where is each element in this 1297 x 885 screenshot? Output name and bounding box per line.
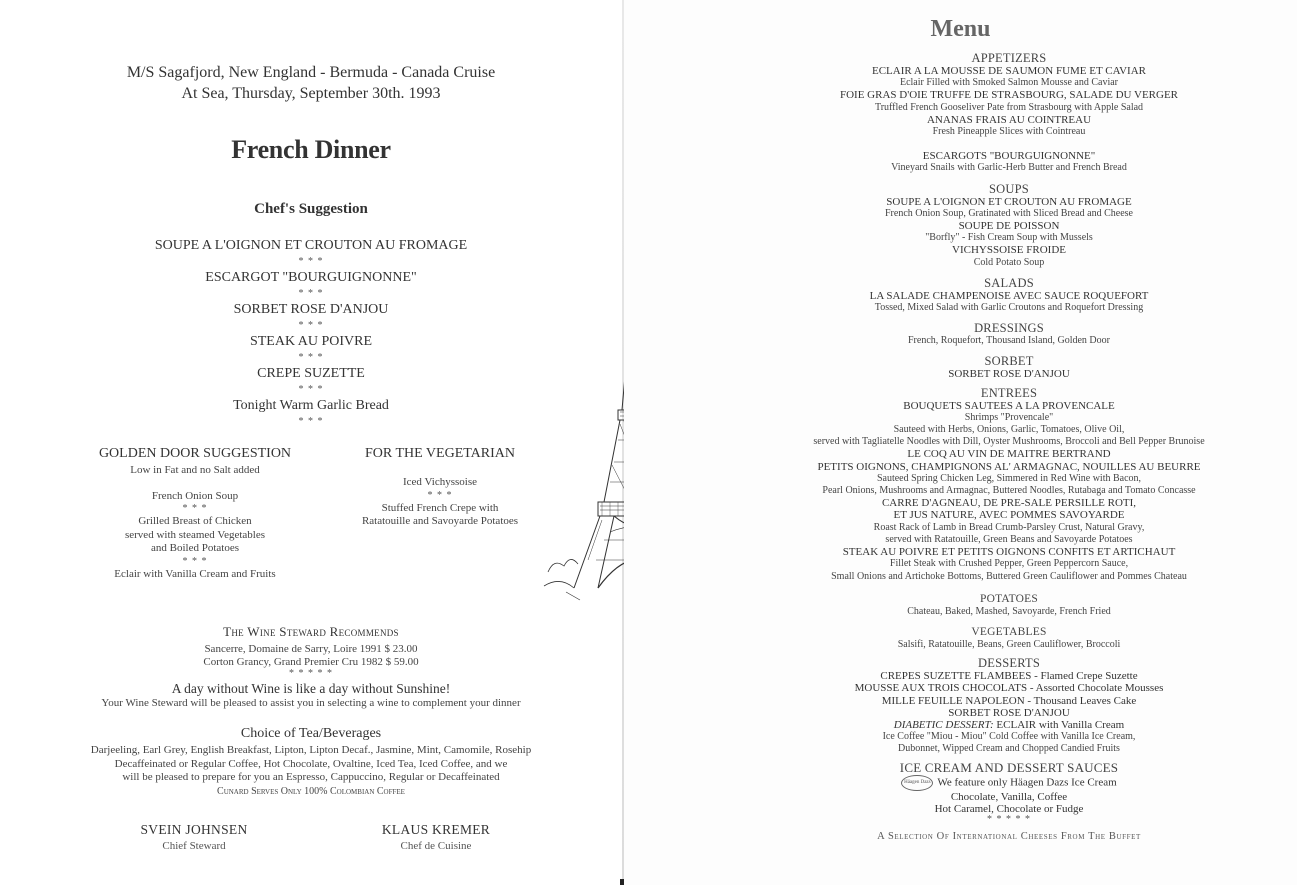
section-heading: ENTREES: [980, 385, 1038, 400]
menu-list: [754, 51, 1264, 842]
menu-item-description: served with Tagliatelle Noodles with Dill, Oyster Mushrooms, Broccoli and Bell Pepper Brunoise: [813, 436, 1205, 448]
menu-item-description: Sauteed with Herbs, Onions, Garlic, Tomatoes, Olive Oil,: [893, 424, 1125, 436]
tea-beverages: [0, 726, 622, 798]
voyage-line-2: At Sea, Thursday, September 30th. 1993: [181, 85, 441, 102]
section-heading: APPETIZERS: [971, 51, 1047, 65]
course-item: SORBET ROSE D'ANJOU: [233, 302, 389, 317]
menu-item-description: Salsifi, Ratatouille, Beans, Green Cauliflower, Broccoli: [897, 638, 1121, 650]
section-heading: DRESSINGS: [974, 321, 1044, 336]
vegetarian-item: Stuffed French Crepe with: [381, 501, 499, 514]
wine-heading: The Wine Steward Recommends: [223, 624, 399, 639]
menu-item: ESCARGOTS "BOURGUIGNONNE": [922, 150, 1096, 163]
menu-item-description: French Onion Soup, Gratinated with Sliced Bread and Cheese: [885, 207, 1133, 219]
wine-line: Corton Grancy, Grand Premier Cru 1982 $ 59.00: [203, 656, 419, 668]
separator-stars: * * * * *: [289, 668, 333, 679]
vegetarian-heading: FOR THE VEGETARIAN: [364, 446, 516, 461]
separator-stars: * * *: [182, 503, 208, 514]
section-heading: SOUPS: [989, 181, 1029, 196]
menu-item-description: Chateau, Baked, Mashed, Savoyarde, French Fried: [907, 605, 1111, 617]
course-item: CREPE SUZETTE: [257, 366, 365, 381]
golden-door-subtitle: Low in Fat and no Salt added: [130, 464, 260, 476]
menu-item-description: Eclair Filled with Smoked Salmon Mousse and Caviar: [899, 77, 1119, 89]
separator-stars: * * *: [298, 384, 324, 395]
menu-item: VICHYSSOISE FROIDE: [952, 244, 1066, 257]
cheese-note: A Selection Of International Cheeses From The Buffet: [877, 830, 1141, 842]
tea-line: Decaffeinated or Regular Coffee, Hot Chocolate, Ovaltine, Iced Tea, Iced Coffee, and we: [114, 757, 508, 770]
separator-stars: * * *: [182, 555, 208, 567]
menu-item: LA SALADE CHAMPENOISE AVEC SAUCE ROQUEFORT: [869, 289, 1149, 302]
coffee-note: Cunard Serves Only 100% Colombian Coffee: [217, 785, 405, 797]
golden-door-item: Grilled Breast of Chicken: [138, 515, 252, 527]
golden-door-item: French Onion Soup: [151, 489, 239, 502]
menu-item-description: served with Ratatouille, Green Beans and Savoyarde Potatoes: [885, 533, 1133, 545]
menu-item-description: Roast Rack of Lamb in Bread Crumb-Parsley Crust, Natural Gravy,: [873, 521, 1145, 533]
menu-item-description: Fresh Pineapple Slices with Cointreau: [932, 126, 1086, 138]
menu-item-description: Small Onions and Artichoke Bottoms, Buttered Green Cauliflower and Pommes Chateau: [831, 570, 1187, 582]
golden-door-item-detail: served with steamed Vegetables: [124, 528, 265, 541]
golden-door-suggestion: [92, 445, 298, 581]
menu-item-description: Tossed, Mixed Salad with Garlic Croutons and Roquefort Dressing: [874, 302, 1144, 314]
chefs-suggestion-heading: Chef's Suggestion: [254, 201, 368, 217]
voyage-header: [0, 62, 622, 104]
menu-item: CREPES SUZETTE FLAMBEES - Flamed Crepe Suzette: [880, 670, 1138, 683]
signature-role: Chef de Cuisine: [400, 840, 472, 852]
section-heading: SALADS: [984, 275, 1034, 290]
menu-item: PETITS OIGNONS, CHAMPIGNONS AL' ARMAGNAC, NOUILLES AU BEURRE: [817, 460, 1201, 473]
wine-motto: A day without Wine is like a day without Sunshine!: [171, 681, 451, 696]
menu-item: MOUSSE AUX TROIS CHOCOLATS - Assorted Chocolate Mousses: [854, 682, 1164, 695]
golden-door-item: Eclair with Vanilla Cream and Fruits: [114, 567, 276, 580]
menu-item-description: Shrimps "Provencale": [964, 411, 1054, 423]
menu-item: Chocolate, Vanilla, Coffee: [950, 790, 1068, 803]
haagen-dazs-logo: Häagen Dazs: [901, 775, 933, 791]
menu-item-description: Ice Coffee "Miou - Miou" Cold Coffee with Vanilla Ice Cream,: [882, 731, 1136, 743]
wine-recommendation: [0, 624, 622, 710]
diabetic-item: ECLAIR with Vanilla Cream: [993, 718, 1125, 731]
golden-door-item-detail: and Boiled Potatoes: [151, 542, 239, 554]
vegetarian-item: Iced Vichyssoise: [403, 476, 477, 488]
menu-item: Hot Caramel, Chocolate or Fudge: [934, 802, 1084, 815]
menu-item: CARRE D'AGNEAU, DE PRE-SALE PERSILLE ROTI,: [881, 497, 1137, 510]
right-page: [624, 0, 1297, 885]
signature-name: SVEIN JOHNSEN: [140, 822, 248, 837]
page-title: French Dinner: [231, 135, 391, 164]
separator-stars: * * * * *: [987, 813, 1031, 825]
diabetic-label: DIABETIC DESSERT:: [893, 718, 994, 731]
signature-chief-steward: [94, 822, 294, 852]
menu-item: ANANAS FRAIS AU COINTREAU: [926, 113, 1092, 126]
menu-item: SORBET ROSE D'ANJOU: [948, 706, 1070, 719]
menu-item: FOIE GRAS D'OIE TRUFFE DE STRASBOURG, SALADE DU VERGER: [839, 89, 1179, 102]
separator-stars: * * *: [298, 352, 324, 363]
menu-item-description: Dubonnet, Wipped Cream and Chopped Candied Fruits: [898, 743, 1120, 755]
tea-line: will be pleased to prepare for you an Espresso, Cappuccino, Regular or Decaffeinated: [122, 771, 500, 783]
golden-door-heading: GOLDEN DOOR SUGGESTION: [98, 446, 292, 461]
menu-item: SORBET ROSE D'ANJOU: [948, 368, 1070, 381]
tea-heading: Choice of Tea/Beverages: [240, 726, 382, 741]
vegetarian-item-detail: Ratatouille and Savoyarde Potatoes: [361, 515, 519, 527]
menu-item-description: French, Roquefort, Thousand Island, Golden Door: [907, 335, 1110, 347]
vegetarian-suggestion: [345, 445, 535, 529]
signature-name: KLAUS KREMER: [381, 822, 491, 837]
menu-item-description: Truffled French Gooseliver Pate from Strasbourg with Apple Salad: [874, 101, 1144, 113]
wine-line: Sancerre, Domaine de Sarry, Loire 1991 $ 23.00: [204, 643, 418, 655]
menu-item: [754, 719, 1264, 731]
course-item: ESCARGOT "BOURGUIGNONNE": [205, 270, 417, 285]
separator-stars: * * *: [298, 320, 324, 331]
menu-item: ECLAIR A LA MOUSSE DE SAUMON FUME ET CAVIAR: [871, 65, 1147, 77]
separator-stars: * * *: [298, 416, 324, 427]
menu-item: [754, 775, 1264, 791]
voyage-line-1: M/S Sagafjord, New England - Bermuda - Canada Cruise: [126, 64, 496, 81]
chefs-suggestion-list: [0, 238, 622, 430]
menu-item-description: Cold Potato Soup: [973, 256, 1045, 268]
tea-line: Darjeeling, Earl Grey, English Breakfast, Lipton, Lipton Decaf., Jasmine, Mint, Camomile, Rosehip: [90, 744, 532, 756]
signature-chef: [336, 822, 536, 852]
menu-item: SOUPE DE POISSON: [958, 220, 1060, 233]
menu-item: SOUPE A L'OIGNON ET CROUTON AU FROMAGE: [886, 195, 1132, 208]
section-heading: ICE CREAM AND DESSERT SAUCES: [899, 759, 1119, 775]
section-heading: VEGETABLES: [971, 625, 1047, 638]
menu-item: STEAK AU POIVRE ET PETITS OIGNONS CONFITS ET ARTICHAUT: [842, 546, 1176, 559]
left-page: [0, 0, 622, 885]
course-item: Tonight Warm Garlic Bread: [233, 398, 389, 413]
menu-item: ET JUS NATURE, AVEC POMMES SAVOYARDE: [893, 509, 1125, 522]
signature-role: Chief Steward: [162, 840, 226, 852]
menu-item-description: "Borfly" - Fish Cream Soup with Mussels: [925, 232, 1093, 244]
ice-cream-line: We feature only Häagen Dazs Ice Cream: [937, 776, 1117, 789]
menu-item: LE COQ AU VIN DE MAITRE BERTRAND: [907, 448, 1111, 461]
section-heading: DESSERTS: [978, 656, 1040, 671]
menu-item-description: Fillet Steak with Crushed Pepper, Green Peppercorn Sauce,: [889, 558, 1129, 570]
separator-stars: * * *: [298, 256, 324, 267]
menu-item: MILLE FEUILLE NAPOLEON - Thousand Leaves Cake: [881, 694, 1137, 707]
section-heading: POTATOES: [980, 592, 1038, 605]
wine-note: Your Wine Steward will be pleased to assist you in selecting a wine to complement your dinner: [101, 697, 521, 709]
course-item: SOUPE A L'OIGNON ET CROUTON AU FROMAGE: [154, 238, 468, 253]
section-heading: SORBET: [984, 354, 1034, 369]
menu-item-description: Pearl Onions, Mushrooms and Armagnac, Buttered Noodles, Rutabaga and Tomato Concasse: [822, 485, 1196, 497]
menu-item-description: Vineyard Snails with Garlic-Herb Butter and French Bread: [891, 162, 1127, 174]
menu-item: BOUQUETS SAUTEES A LA PROVENCALE: [903, 399, 1115, 412]
menu-item-description: Sauteed Spring Chicken Leg, Simmered in Red Wine with Bacon,: [876, 472, 1142, 484]
separator-stars: * * *: [298, 288, 324, 299]
separator-stars: * * *: [427, 489, 453, 501]
course-item: STEAK AU POIVRE: [249, 334, 373, 349]
menu-title: Menu: [930, 16, 991, 42]
